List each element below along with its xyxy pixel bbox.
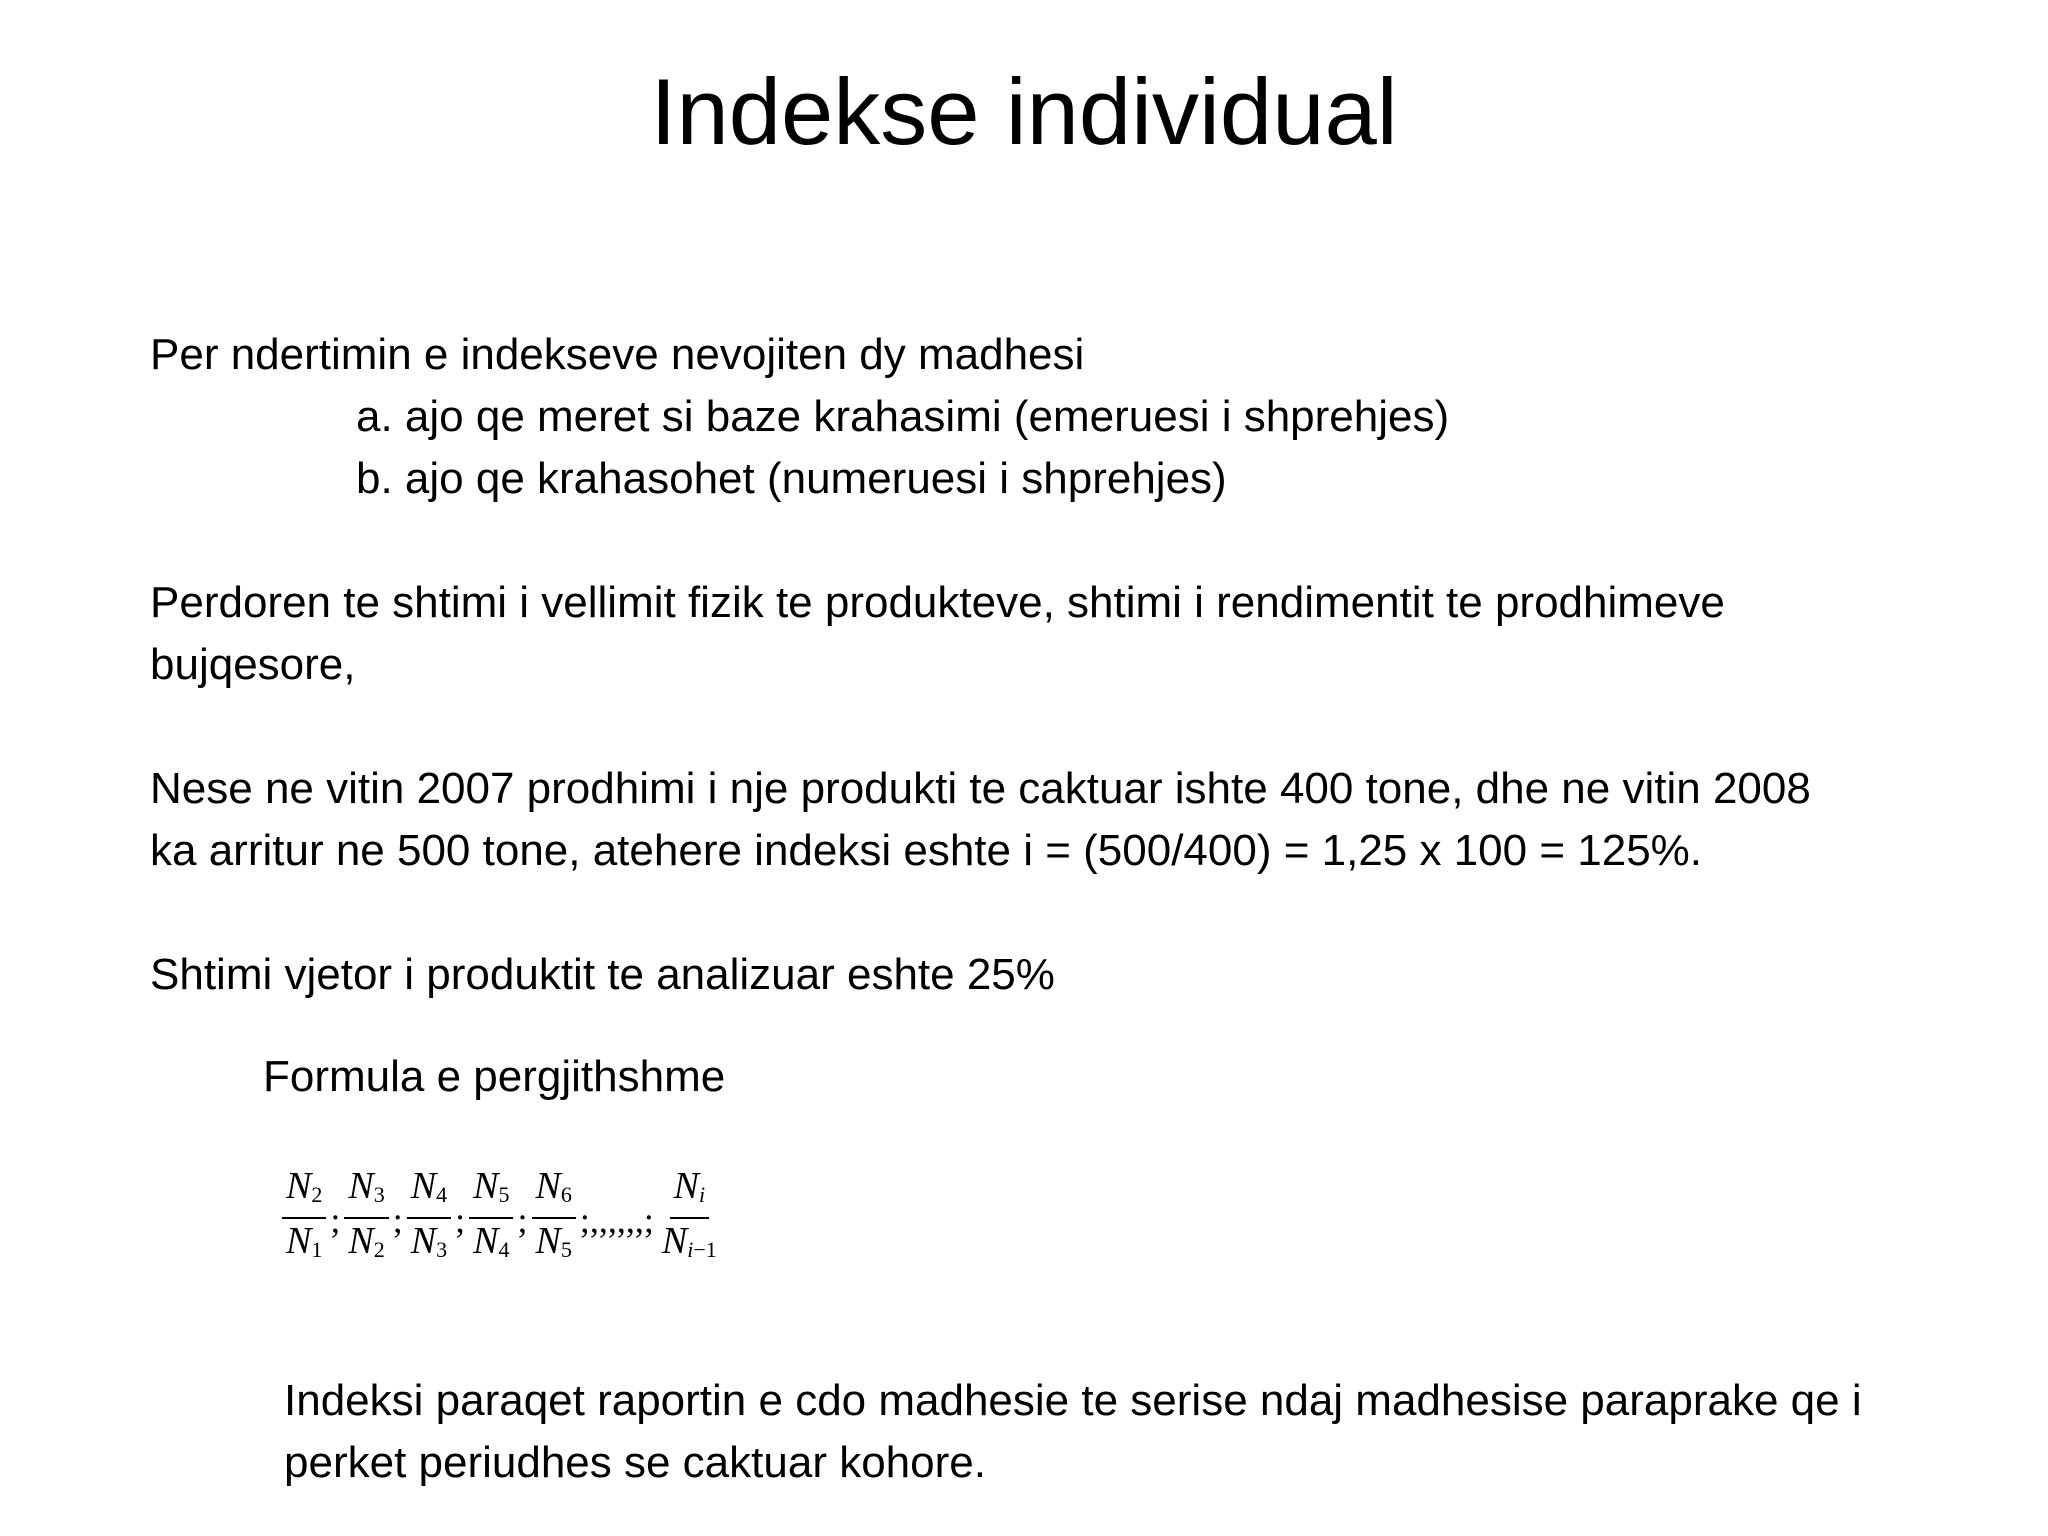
fraction-denominator: $N_3$	[410, 1220, 448, 1262]
formula-separator: ;	[517, 1200, 528, 1240]
example-line-2: ka arritur ne 500 tone, atehere indeksi eshte i = (500/400) = 1,25 x 100 = 125%.	[150, 826, 1703, 875]
fraction-denominator: $N_5$	[535, 1220, 572, 1262]
fraction-denominator: $N_{i-1}$	[661, 1220, 717, 1262]
growth-text: Shtimi vjetor i produktit te analizuar eshte 25%	[150, 950, 1055, 999]
fraction-denominator: $N_4$	[473, 1220, 510, 1262]
formula-separator: ;	[455, 1200, 466, 1240]
formula-separator: ;	[330, 1200, 341, 1240]
formula-fraction	[532, 1164, 576, 1272]
fraction-denominator: $N_1$	[286, 1220, 323, 1262]
formula-fraction	[469, 1164, 513, 1272]
formula-label: Formula e pergjithshme	[263, 1052, 726, 1101]
formula-fraction	[344, 1164, 388, 1272]
formula-fraction	[282, 1164, 326, 1272]
fraction-numerator: $N_4$	[407, 1164, 451, 1219]
usage-line-1: Perdoren te shtimi i vellimit fizik te produkteve, shtimi i rendimentit te prodhimeve	[150, 578, 1725, 627]
fraction-numerator: $N_6$	[532, 1164, 576, 1219]
fraction-numerator: $N_3$	[344, 1164, 388, 1219]
example-line-1: Nese ne vitin 2007 prodhimi i nje produkti te caktuar ishte 400 tone, dhe ne vitin 2008	[150, 764, 1811, 813]
general-formula	[280, 1164, 723, 1272]
slide-title: Indekse individual	[650, 59, 1398, 164]
fraction-numerator: $N_5$	[469, 1164, 513, 1219]
conclusion-line-1: Indeksi paraqet raportin e cdo madhesie te serise ndaj madhesise paraprake qe i	[284, 1376, 1862, 1425]
example-paragraph	[150, 758, 1811, 882]
usage-paragraph	[150, 572, 1725, 696]
fraction-denominator: $N_2$	[348, 1220, 385, 1262]
conclusion-paragraph	[284, 1370, 1862, 1494]
usage-line-2: bujqesore,	[150, 640, 356, 689]
list-item-a: a. ajo qe meret si baze krahasimi (emeruesi i shprehjes)	[356, 392, 1450, 441]
formula-separator: ;	[392, 1200, 403, 1240]
formula-fraction	[658, 1164, 721, 1272]
formula-fraction	[407, 1164, 451, 1272]
intro-text: Per ndertimin e indekseve nevojiten dy madhesi	[150, 330, 1085, 379]
list-item-b: b. ajo qe krahasohet (numeruesi i shprehjes)	[356, 454, 1227, 503]
conclusion-line-2: perket periudhes se caktuar kohore.	[284, 1438, 986, 1487]
formula-separator: ;,,,,,,;	[579, 1200, 654, 1240]
fraction-numerator: $N_2$	[282, 1164, 326, 1219]
fraction-numerator: $N_i$	[670, 1164, 709, 1219]
